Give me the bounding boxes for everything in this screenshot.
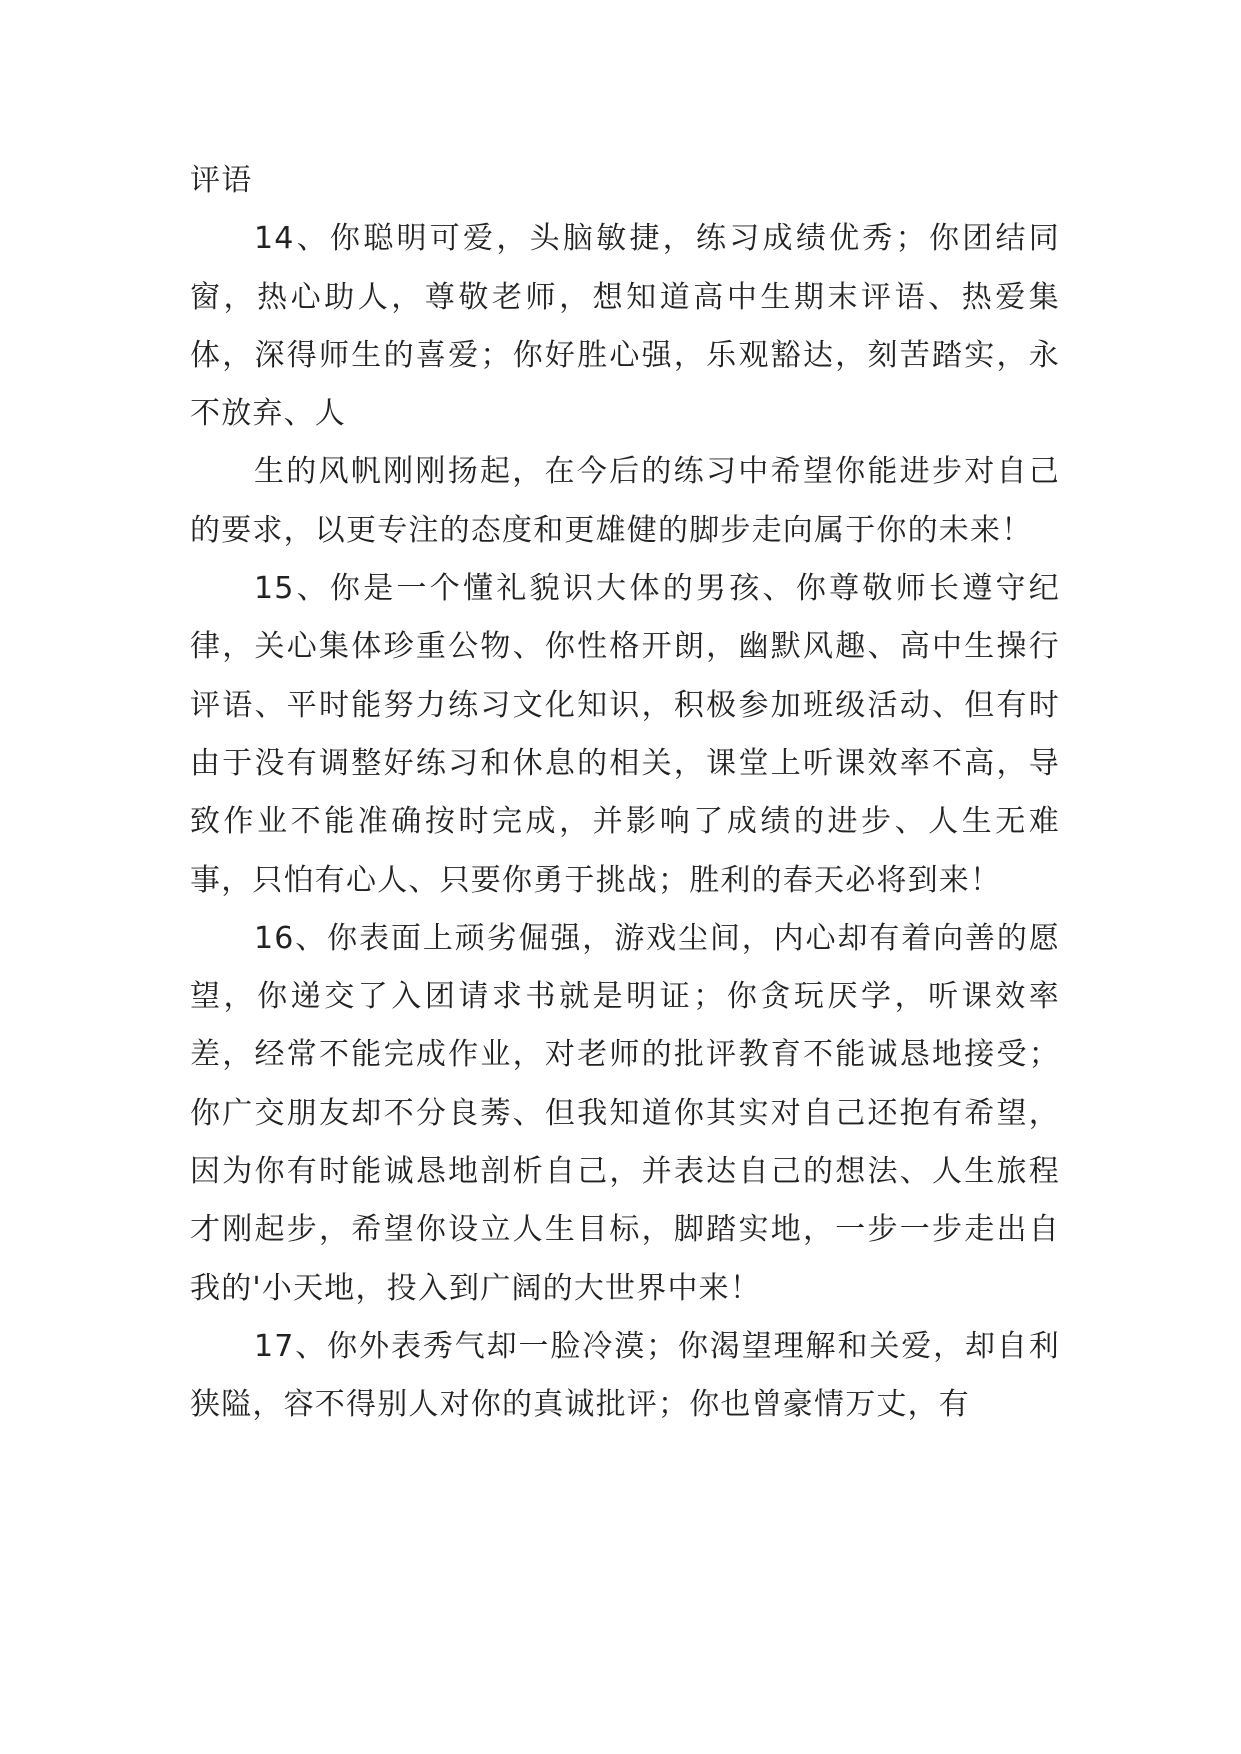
paragraph-14-continued: 生的风帆刚刚扬起，在今后的练习中希望你能进步对自己的要求，以更专注的态度和更雄健的脚步走向属于你的未来！ bbox=[190, 454, 1060, 548]
document-heading: 评语 bbox=[190, 163, 253, 198]
paragraph-17: 17、你外表秀气却一脸冷漠；你渴望理解和关爱，却自利狭隘，容不得别人对你的真诚批评；你也曾豪情万丈，有 bbox=[190, 1328, 1060, 1423]
paragraph-15: 15、你是一个懂礼貌识大体的男孩、你尊敬师长遵守纪律，关心集体珍重公物、你性格开朗，幽默风趣、高中生操行评语、平时能努力练习文化知识，积极参加班级活动、但有时由于没有调整好练习和休息的相关，课堂上听课效率不高，导致作业不能准确按时完成，并影响了成绩的进步、人生无难事，只怕有心人、只要你勇于挑战；胜利的春天必将到来！ bbox=[190, 571, 1060, 898]
paragraph-14: 14、你聪明可爱，头脑敏捷，练习成绩优秀；你团结同窗，热心助人，尊敬老师，想知道高中生期末评语、热爱集体，深得师生的喜爱；你好胜心强，乐观豁达，刻苦踏实，永不放弃、人 bbox=[190, 221, 1060, 432]
paragraph-16: 16、你表面上顽劣倔强，游戏尘间，内心却有着向善的愿望，你递交了入团请求书就是明证；你贪玩厌学，听课效率差，经常不能完成作业，对老师的批评教育不能诚恳地接受；你广交朋友却不分良莠、但我知道你其实对自己还抱有希望，因为你有时能诚恳地剖析自己，并表达自己的想法、人生旅程才刚起步，希望你设立人生目标，脚踏实地，一步一步走出自我的'小天地，投入到广阔的大世界中来！ bbox=[190, 920, 1060, 1306]
document-page bbox=[190, 152, 1060, 1435]
